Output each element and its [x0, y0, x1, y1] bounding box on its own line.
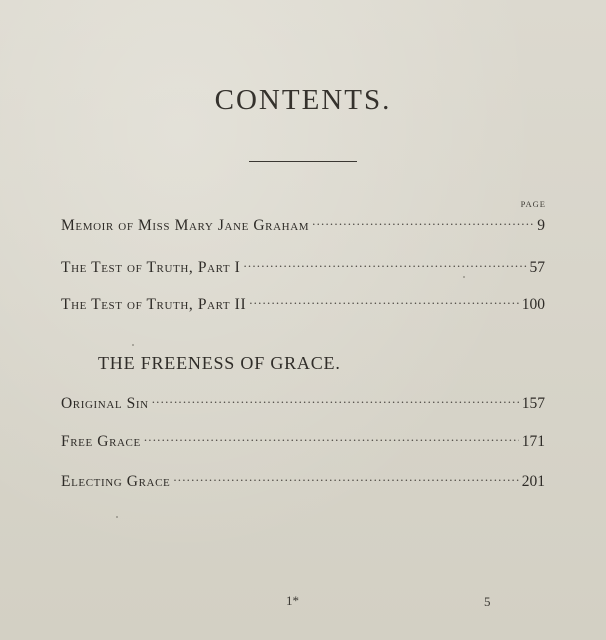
- toc-entry-page: 100: [521, 295, 545, 313]
- page-number: 5: [484, 594, 491, 609]
- title-divider: [249, 161, 357, 162]
- toc-entry-title: Electing Grace: [61, 472, 171, 490]
- page-column-label: PAGE: [520, 199, 546, 209]
- toc-entry-page: 157: [521, 394, 545, 412]
- dot-leader: [243, 256, 526, 272]
- page-title: CONTENTS.: [214, 84, 392, 116]
- dot-leader: [173, 470, 518, 486]
- toc-entry: [61, 430, 545, 451]
- dot-leader: [152, 392, 519, 408]
- toc-entry: [61, 256, 545, 277]
- paper-speck: [463, 276, 465, 278]
- toc-entry: [61, 293, 545, 314]
- toc-entry-page: 201: [521, 472, 545, 490]
- toc-entry: [61, 392, 545, 413]
- section-heading: THE FREENESS OF GRACE.: [98, 353, 341, 373]
- toc-entry-title: Free Grace: [61, 432, 141, 450]
- toc-entry: [61, 470, 545, 491]
- dot-leader: [312, 214, 534, 230]
- dot-leader: [249, 293, 519, 309]
- signature-mark: 1*: [286, 593, 299, 608]
- toc-entry-title: Original Sin: [61, 394, 149, 412]
- paper-speck: [132, 344, 134, 346]
- toc-entry-title: The Test of Truth, Part I: [61, 258, 241, 276]
- dot-leader: [144, 430, 519, 446]
- paper-speck: [116, 516, 118, 518]
- toc-entry-page: 171: [521, 432, 545, 450]
- toc-entry: [61, 214, 545, 235]
- toc-entry-page: 9: [537, 216, 545, 234]
- toc-entry-page: 57: [529, 258, 545, 276]
- toc-entry-title: The Test of Truth, Part II: [61, 295, 247, 313]
- toc-entry-title: Memoir of Miss Mary Jane Graham: [61, 216, 310, 234]
